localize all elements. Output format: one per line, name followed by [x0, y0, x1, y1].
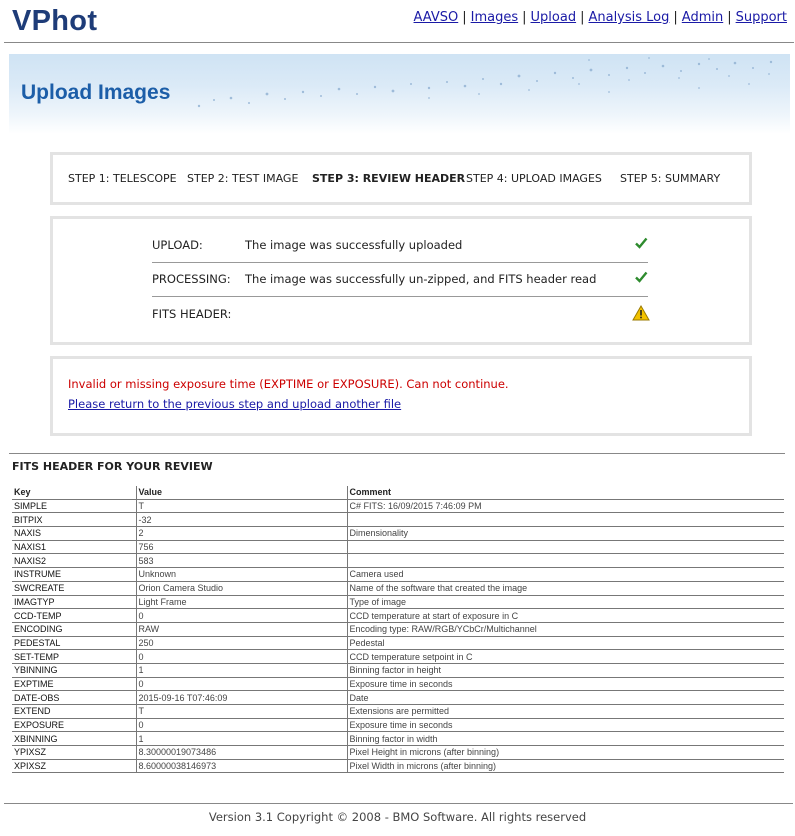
cell-comment: [347, 513, 784, 527]
upload-steps: [50, 152, 752, 205]
cell-value: Orion Camera Studio: [136, 581, 347, 595]
table-row: [12, 513, 784, 527]
site-header: [12, 0, 787, 42]
column-header-value: Value: [136, 486, 347, 499]
cell-comment: Exposure time in seconds: [347, 718, 784, 732]
table-header-row: [12, 486, 784, 499]
table-row: [12, 554, 784, 568]
column-header-key: Key: [14, 487, 31, 498]
cell-value: RAW: [136, 622, 347, 636]
table-row: [12, 691, 784, 705]
cell-key: EXTEND: [12, 705, 136, 719]
header-divider: [4, 42, 794, 43]
cell-key: NAXIS1: [12, 540, 136, 554]
table-row: [12, 759, 784, 773]
cell-comment: Binning factor in height: [347, 663, 784, 677]
table-row: [12, 568, 784, 582]
cell-comment: Encoding type: RAW/RGB/YCbCr/Multichannel: [347, 622, 784, 636]
section-divider: [9, 453, 785, 454]
nav-link-upload[interactable]: Upload: [530, 10, 577, 25]
nav-link-support[interactable]: Support: [735, 10, 787, 25]
table-row: [12, 705, 784, 719]
page-title: Upload Images: [21, 81, 171, 104]
cell-value: 0: [136, 718, 347, 732]
top-navigation: AAVSO | Images | Upload | Analysis Log | Admin | Support: [413, 10, 787, 25]
status-row-processing: [152, 262, 648, 297]
cell-key: SWCREATE: [12, 581, 136, 595]
cell-value: T: [136, 705, 347, 719]
status-row-fits-header: [152, 297, 648, 331]
cell-comment: Extensions are permitted: [347, 705, 784, 719]
checkmark-icon: [634, 236, 648, 250]
step-upload-images: STEP 4: UPLOAD IMAGES: [466, 172, 602, 185]
page-banner: [9, 54, 790, 134]
cell-key: EXPOSURE: [12, 718, 136, 732]
table-row: [12, 732, 784, 746]
cell-key: BITPIX: [12, 513, 136, 527]
cell-value: Unknown: [136, 568, 347, 582]
cell-key: YBINNING: [12, 663, 136, 677]
cell-value: 2015-09-16 T07:46:09: [136, 691, 347, 705]
table-row: [12, 746, 784, 760]
cell-comment: CCD temperature setpoint in C: [347, 650, 784, 664]
table-row: [12, 650, 784, 664]
cell-comment: Exposure time in seconds: [347, 677, 784, 691]
cell-value: 1: [136, 732, 347, 746]
footer-divider: [4, 803, 793, 804]
table-row: [12, 540, 784, 554]
cell-comment: Date: [347, 691, 784, 705]
cell-key: XBINNING: [12, 732, 136, 746]
cell-key: YPIXSZ: [12, 746, 136, 760]
fits-header-table: [12, 486, 784, 773]
table-row: [12, 527, 784, 541]
status-panel: [50, 216, 752, 345]
table-row: [12, 499, 784, 513]
cell-comment: Pixel Height in microns (after binning): [347, 746, 784, 760]
cell-value: T: [136, 499, 347, 513]
step-test-image: STEP 2: TEST IMAGE: [187, 172, 299, 185]
cell-key: ENCODING: [12, 622, 136, 636]
table-row: [12, 663, 784, 677]
cell-value: 2: [136, 527, 347, 541]
step-summary: STEP 5: SUMMARY: [620, 172, 721, 185]
cell-comment: Type of image: [347, 595, 784, 609]
status-message: The image was successfully uploaded: [245, 238, 463, 252]
cell-comment: Name of the software that created the image: [347, 581, 784, 595]
cell-comment: Binning factor in width: [347, 732, 784, 746]
cell-value: 1: [136, 663, 347, 677]
cell-value: 250: [136, 636, 347, 650]
footer-copyright: Version 3.1 Copyright © 2008 - BMO Software. All rights reserved: [208, 810, 587, 824]
cell-key: NAXIS2: [12, 554, 136, 568]
cell-comment: Pedestal: [347, 636, 784, 650]
table-row: [12, 609, 784, 623]
warning-icon: [632, 305, 650, 321]
cell-value: Light Frame: [136, 595, 347, 609]
table-row: [12, 636, 784, 650]
table-row: [12, 622, 784, 636]
nav-link-aavso[interactable]: AAVSO: [413, 10, 459, 25]
checkmark-icon: [634, 270, 648, 284]
cell-comment: Pixel Width in microns (after binning): [347, 759, 784, 773]
nav-link-admin[interactable]: Admin: [681, 10, 724, 25]
cell-key: XPIXSZ: [12, 759, 136, 773]
table-row: [12, 718, 784, 732]
cell-key: SET-TEMP: [12, 650, 136, 664]
cell-key: SIMPLE: [12, 499, 136, 513]
step-review-header: STEP 3: REVIEW HEADER: [312, 172, 466, 185]
cell-key: NAXIS: [12, 527, 136, 541]
error-message: Invalid or missing exposure time (EXPTIME or EXPOSURE). Can not continue.: [68, 377, 509, 391]
nav-link-analysis-log[interactable]: Analysis Log: [588, 10, 670, 25]
cell-key: IMAGTYP: [12, 595, 136, 609]
table-row: [12, 581, 784, 595]
cell-comment: Camera used: [347, 568, 784, 582]
status-label: FITS HEADER:: [152, 307, 232, 321]
cell-comment: Dimensionality: [347, 527, 784, 541]
cell-key: PEDESTAL: [12, 636, 136, 650]
cell-comment: [347, 540, 784, 554]
status-message: The image was successfully un-zipped, and FITS header read: [245, 272, 597, 286]
status-label: PROCESSING:: [152, 272, 231, 286]
step-telescope: STEP 1: TELESCOPE: [68, 172, 177, 185]
cell-comment: CCD temperature at start of exposure in C: [347, 609, 784, 623]
nav-link-images[interactable]: Images: [470, 10, 519, 25]
cell-value: -32: [136, 513, 347, 527]
cell-value: 0: [136, 677, 347, 691]
cell-value: 583: [136, 554, 347, 568]
cell-comment: C# FITS: 16/09/2015 7:46:09 PM: [347, 499, 784, 513]
cell-value: 756: [136, 540, 347, 554]
site-logo[interactable]: VPhot: [12, 5, 98, 37]
return-previous-step-link[interactable]: Please return to the previous step and upload another file: [68, 397, 402, 411]
status-label: UPLOAD:: [152, 238, 203, 252]
cell-value: 8.60000038146973: [136, 759, 347, 773]
table-row: [12, 595, 784, 609]
cell-key: CCD-TEMP: [12, 609, 136, 623]
cell-value: 0: [136, 650, 347, 664]
cell-value: 0: [136, 609, 347, 623]
fits-header-title: FITS HEADER FOR YOUR REVIEW: [12, 460, 213, 473]
cell-key: INSTRUME: [12, 568, 136, 582]
cell-comment: [347, 554, 784, 568]
status-row-upload: [152, 228, 648, 263]
cell-key: EXPTIME: [12, 677, 136, 691]
error-panel: [50, 356, 752, 436]
column-header-comment: Comment: [347, 486, 784, 499]
cell-key: DATE-OBS: [12, 691, 136, 705]
table-row: [12, 677, 784, 691]
cell-value: 8.30000019073486: [136, 746, 347, 760]
